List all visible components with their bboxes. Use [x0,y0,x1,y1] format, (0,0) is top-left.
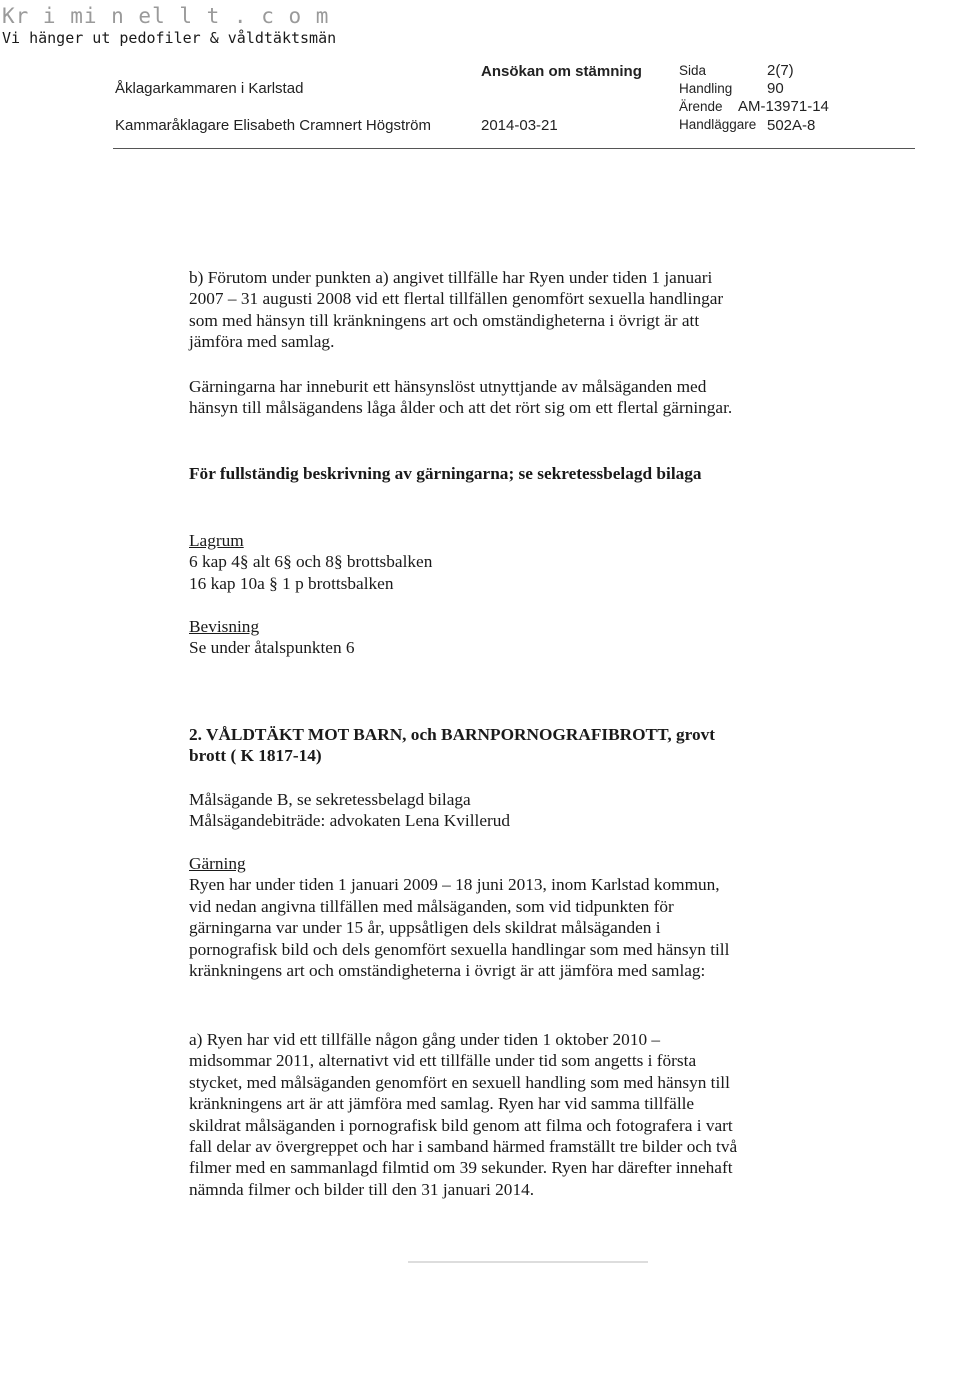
bevisning-section [189,616,355,659]
site-tagline: Vi hänger ut pedofiler & våldtäktsmän [2,29,337,47]
count-2-title [189,724,715,767]
lagrum-section [189,530,432,594]
count-2-title-line: 2. VÅLDTÄKT MOT BARN, och BARNPORNOGRAFIBROTT, grovt [189,725,715,744]
garning-line: gärningarna var under 15 år, uppsåtligen dels skildrat målsäganden i [189,918,661,938]
site-title: Kr i mi n el l t . c o m [2,4,330,28]
meta-value-sida: 2(7) [767,62,794,79]
victim-line: Målsägande B, se sekretessbelagd bilaga [189,790,471,809]
meta-value-handling: 90 [767,80,784,97]
paragraph-garningarna [189,376,732,419]
meta-value-arende: AM-13971-14 [738,98,829,115]
paragraph-b-line: 2007 – 31 augusti 2008 vid ett flertal tillfällen genomfört sexuella handlingar [189,289,724,309]
garning-line: kränkningens art och omständigheterna i övrigt är att jämföra med samlag: [189,961,706,981]
garning-section [189,853,729,981]
meta-label-handlaggare: Handläggare [679,117,757,132]
paragraph-b-line: jämföra med samlag. [189,332,335,352]
garning-line: Ryen har under tiden 1 januari 2009 – 18 juni 2013, inom Karlstad kommun, [189,875,720,895]
bevisning-text: Se under åtalspunkten 6 [189,638,355,658]
paragraph-a-line: fall delar av övergreppet och har i samband härmed framställt tre bilder och två [189,1137,738,1157]
lagrum-line: 16 kap 10a § 1 p brottsbalken [189,573,394,593]
garning-line: vid nedan angivna tillfällen med målsäganden, som vid tidpunkten för [189,896,674,916]
full-description-note: För fullständig beskrivning av gärningarna; se sekretessbelagd bilaga [189,464,702,483]
lagrum-heading: Lagrum [189,531,244,550]
lagrum-line: 6 kap 4§ alt 6§ och 8§ brottsbalken [189,552,433,572]
paragraph-a-line: filmer med en sammanlagd filmtid om 39 sekunder. Ryen har därefter innehaft [189,1158,733,1178]
scan-artifact [408,1261,648,1263]
paragraph-a-line: nämnda filmer och bilder till den 31 januari 2014. [189,1179,535,1199]
victim-info [189,789,510,832]
paragraph-b-line: b) Förutom under punkten a) angivet tillfälle har Ryen under tiden 1 januari [189,268,713,287]
count-2-title-line: brott ( K 1817-14) [189,746,322,766]
paragraph-b-line: som med hänsyn till kränkningens art och omständigheterna i övrigt är att [189,310,700,330]
paragraph-b [189,267,723,353]
paragraph-a-line: skildrat målsäganden i pornografisk bild genom att filma och fotografera i vart [189,1115,733,1135]
meta-label-handling: Handling [679,81,733,96]
document-type: Ansökan om stämning [481,63,642,80]
garning-heading: Gärning [189,854,246,873]
meta-label-sida: Sida [679,63,707,78]
paragraph-a-line: a) Ryen har vid ett tillfälle någon gång under tiden 1 oktober 2010 – [189,1030,661,1049]
bevisning-heading: Bevisning [189,617,260,636]
paragraph-garningarna-line: Gärningarna har inneburit ett hänsynslöst utnyttjande av målsäganden med [189,377,707,396]
meta-label-arende: Ärende [679,99,723,114]
header-divider [113,148,915,149]
paragraph-a-line: stycket, med målsäganden genomfört en sexuell handling som med hänsyn till [189,1072,730,1092]
site-header [2,4,336,47]
paragraph-a-line: midsommar 2011, alternativt vid ett tillfälle under tid som angetts i första [189,1051,697,1071]
document-date: 2014-03-21 [481,117,558,134]
paragraph-garningarna-line: hänsyn till målsägandens låga ålder och att det rört sig om ett flertal gärningar. [189,398,733,418]
meta-value-handlaggare: 502A-8 [767,117,816,134]
garning-line: pornografisk bild och dels genomfört sexuella handlingar som med hänsyn till [189,939,730,959]
office-name: Åklagarkammaren i Karlstad [115,80,304,97]
prosecutor-name: Kammaråklagare Elisabeth Cramnert Högström [115,117,431,134]
victim-line: Målsägandebiträde: advokaten Lena Kvillerud [189,811,511,831]
paragraph-a [189,1029,737,1200]
paragraph-a-line: kränkningens art är att jämföra med samlag. Ryen har vid samma tillfälle [189,1094,695,1114]
